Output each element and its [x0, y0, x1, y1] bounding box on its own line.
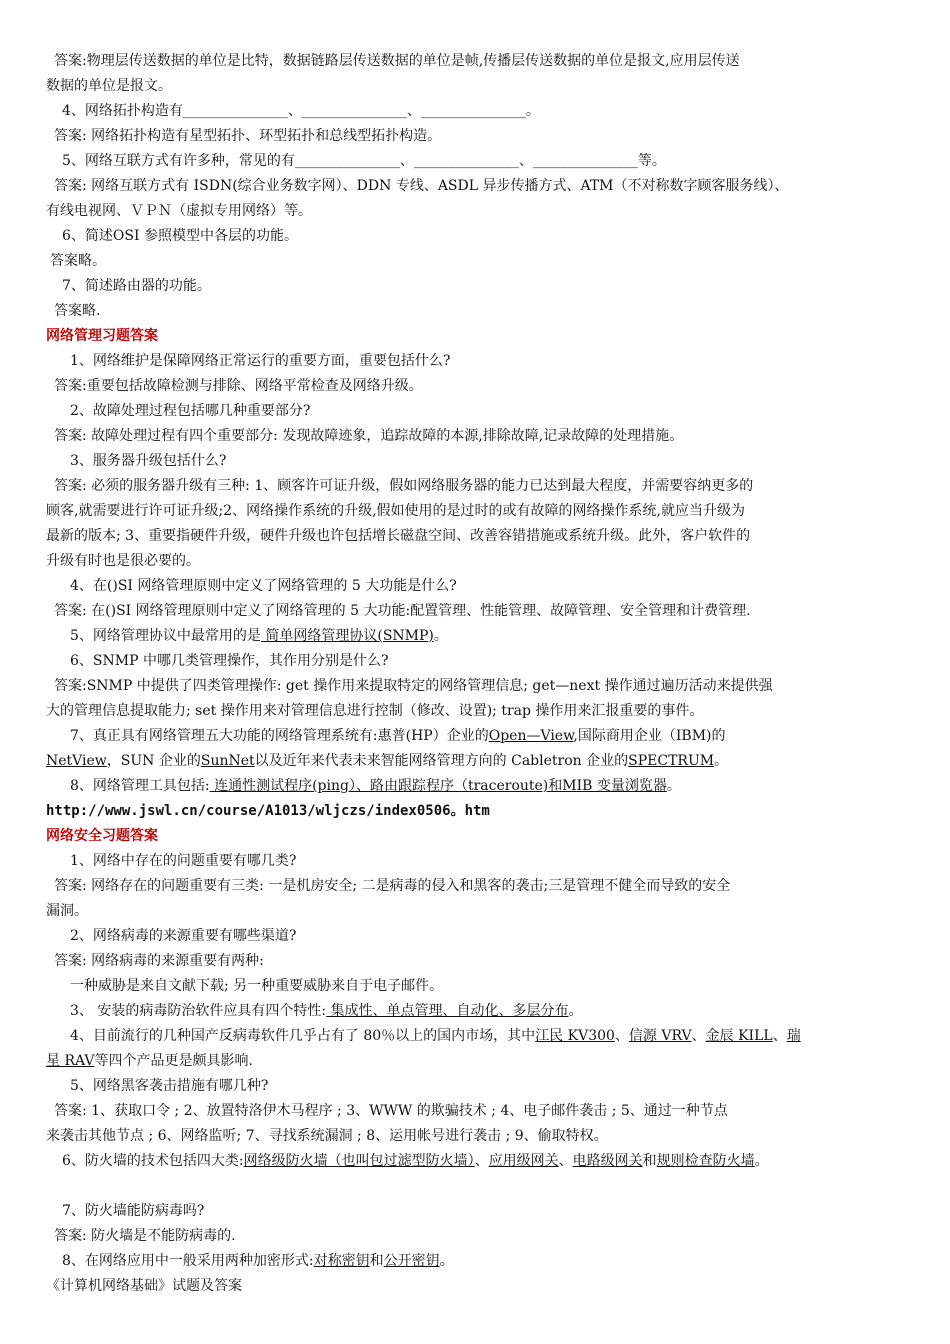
question-line: 6、SNMP 中哪几类管理操作，其作用分别是什么? — [70, 653, 389, 669]
underlined-answer: 电路级网关 — [572, 1153, 643, 1169]
text-span: 等四个产品更是颇具影响. — [94, 1053, 253, 1069]
document-title-footer: 《计算机网络基础》试题及答案 — [46, 1278, 242, 1294]
question-line: 4、网络拓扑构造有_______________、_______________、_______________。 — [62, 103, 540, 119]
text-span: 。 — [714, 753, 729, 769]
question-line: 1、网络维护是保障网络正常运行的重要方面，重要包括什么? — [70, 353, 451, 369]
answer-line: 答案: 网络病毒的来源重要有两种: — [54, 953, 264, 969]
text-span: 和 — [369, 1253, 384, 1269]
answer-line: 答案:重要包括故障检测与排除、网络平常检查及网络升级。 — [54, 378, 423, 394]
text-line: 数据的单位是报文。 — [46, 78, 172, 94]
text-span: 。 — [754, 1153, 769, 1169]
underlined-answer: NetView — [46, 753, 107, 769]
question-line: 2、网络病毒的来源重要有哪些渠道? — [70, 928, 297, 944]
text-span: 、 — [614, 1028, 629, 1044]
underlined-answer: 江民 KV300 — [535, 1028, 615, 1044]
question-line — [70, 727, 930, 745]
answer-line: 答案略. — [54, 303, 101, 319]
answer-line: 答案略。 — [50, 253, 106, 269]
text-span: 7、真正具有网络管理五大功能的网络管理系统有:惠普(HP）企业的 — [70, 728, 489, 744]
text-line: 答案:物理层传送数据的单位是比特，数据链路层传送数据的单位是帧,传播层传送数据的单位是报文,应用层传送 — [54, 53, 740, 69]
text-span: 、 — [691, 1028, 706, 1044]
text-span: 4、目前流行的几种国产反病毒软件几乎占有了 80％以上的国内市场，其中 — [70, 1028, 536, 1044]
answer-line: 答案: 在()SI 网络管理原则中定义了网络管理的 5 大功能:配置管理、性能管理、故障管理、安全管理和计费管理. — [54, 603, 751, 619]
text-line: 顾客,就需要进行许可证升级;2、网络操作系统的升级,假如使用的是过时的或有故障的网络操作系统,就应当升级为 — [46, 503, 745, 519]
question-line: 1、网络中存在的问题重要有哪几类? — [70, 853, 297, 869]
question-line: 6、简述OSI 参照模型中各层的功能。 — [62, 228, 298, 244]
underlined-answer: SunNet — [200, 753, 255, 769]
text-line: 有线电视网、ＶＰＮ（虚拟专用网络）等。 — [46, 203, 312, 219]
underlined-answer: 简单网络管理协议(SNMP) — [260, 628, 434, 644]
underlined-answer: 信源 VRV — [628, 1028, 692, 1044]
text-span: 8、网络管理工具包括: — [70, 778, 210, 794]
text-span: 以及近年来代表未来智能网络管理方向的 Cabletron 企业的 — [254, 753, 629, 769]
underlined-answer: 连通性测试程序(ping）、路由跟踪程序（traceroute)和MIB 变量浏览器 — [209, 778, 667, 794]
answer-line: 答案: 网络互联方式有 ISDN(综合业务数字网）、DDN 专线、ASDL 异步传播方式、ATM（不对称数字顾客服务线）、 — [54, 178, 789, 194]
underlined-answer: 网络级防火墙（也叫包过滤型防火墙） — [243, 1153, 475, 1169]
underlined-answer: 瑞 — [786, 1028, 801, 1044]
text-line: 漏洞。 — [46, 903, 88, 919]
question-line — [70, 777, 930, 795]
text-span: 、 — [558, 1153, 573, 1169]
text-span: 3、 安装的病毒防治软件应具有四个特性: — [70, 1003, 327, 1019]
underlined-answer: 星 RAV — [46, 1053, 95, 1069]
text-line: 最新的版本; 3、重要指硬件升级，硬件升级也许包括增长磁盘空间、改善容错措施或系统升级。此外，客户软件的 — [46, 528, 751, 544]
question-line — [62, 1252, 922, 1270]
question-line: 7、简述路由器的功能。 — [62, 278, 211, 294]
text-line: 一种威胁是来自文献下载; 另一种重要威胁来自于电子邮件。 — [70, 978, 444, 994]
answer-line: 答案: 故障处理过程有四个重要部分: 发现故障迹象，追踪故障的本源,排除故障,记录故障的处理措施。 — [54, 428, 684, 444]
text-span: 6、防火墙的技术包括四大类: — [62, 1153, 244, 1169]
text-span: 和 — [642, 1153, 657, 1169]
question-line: 5、网络互联方式有许多种，常见的有_______________、_______________、_______________等。 — [62, 153, 666, 169]
answer-line: 答案: 网络存在的问题重要有三类: 一是机房安全; 二是病毒的侵入和黑客的袭击;三是管理不健全而导致的安全 — [54, 878, 731, 894]
text-line: 大的管理信息提取能力; set 操作用来对管理信息进行控制（修改、设置); trap 操作用来汇报重要的事件。 — [46, 703, 704, 719]
question-line: 3、服务器升级包括什么? — [70, 453, 227, 469]
underlined-answer: 金辰 KILL — [705, 1028, 773, 1044]
text-span: 。 — [439, 1253, 454, 1269]
underlined-answer: 应用级网关 — [488, 1153, 559, 1169]
question-line: 2、故障处理过程包括哪几种重要部分? — [70, 403, 311, 419]
underlined-answer: SPECTRUM — [628, 753, 715, 769]
underlined-answer: 集成性、单点管理、自动化、多层分布 — [326, 1003, 569, 1019]
question-line — [62, 1152, 922, 1170]
text-span: ,国际商用企业（IBM)的 — [573, 728, 726, 744]
url-text: http://www.jswl.cn/course/A1013/wljczs/index0506。htm — [46, 803, 490, 819]
text-line: 升级有时也是很必要的。 — [46, 553, 200, 569]
answer-line: 答案: 必须的服务器升级有三种: 1、顾客许可证升级，假如网络服务器的能力已达到最大程度，并需要容纳更多的 — [54, 478, 754, 494]
text-line: 来袭击其他节点 ; 6、网络监听; 7、寻找系统漏洞 ; 8、运用帐号进行袭击 ; 9、偷取特权。 — [46, 1128, 608, 1144]
text-span: 。 — [568, 1003, 583, 1019]
question-line: 5、网络黑客袭击措施有哪几种? — [70, 1078, 269, 1094]
answer-line: 答案: 网络拓扑构造有星型拓扑、环型拓扑和总线型拓扑构造。 — [54, 128, 442, 144]
text-span: 8、在网络应用中一般采用两种加密形式: — [62, 1253, 314, 1269]
answer-line: 答案:SNMP 中提供了四类管理操作: get 操作用来提取特定的网络管理信息; get—next 操作通过遍历活动来提供强 — [54, 678, 773, 694]
section-heading-network-security: 网络安全习题答案 — [46, 828, 158, 844]
text-span: 。 — [666, 778, 681, 794]
underlined-answer: 对称密钥 — [313, 1253, 370, 1269]
question-line — [70, 1002, 930, 1020]
question-line — [70, 627, 930, 645]
answer-line: 答案: 防火墙是不能防病毒的. — [54, 1228, 236, 1244]
question-line: 4、在()SI 网络管理原则中定义了网络管理的 5 大功能是什么? — [70, 578, 457, 594]
text-span: 、 — [772, 1028, 787, 1044]
underlined-answer: 规则检查防火墙 — [656, 1153, 755, 1169]
section-heading-network-management: 网络管理习题答案 — [46, 328, 158, 344]
question-line: 7、防火墙能防病毒吗? — [62, 1203, 205, 1219]
text-span: 5、网络管理协议中最常用的是 — [70, 628, 261, 644]
text-span: 、 — [474, 1153, 489, 1169]
text-line — [46, 752, 906, 770]
text-span: ，SUN 企业的 — [106, 753, 201, 769]
underlined-answer: 公开密钥 — [383, 1253, 440, 1269]
text-line — [46, 1052, 906, 1070]
answer-line: 答案: 1、获取口令 ; 2、放置特洛伊木马程序 ; 3、WWW 的欺骗技术 ; 4、电子邮件袭击 ; 5、通过一种节点 — [54, 1103, 728, 1119]
text-span: 。 — [433, 628, 448, 644]
underlined-answer: Open—View — [488, 728, 574, 744]
question-line — [70, 1027, 930, 1045]
